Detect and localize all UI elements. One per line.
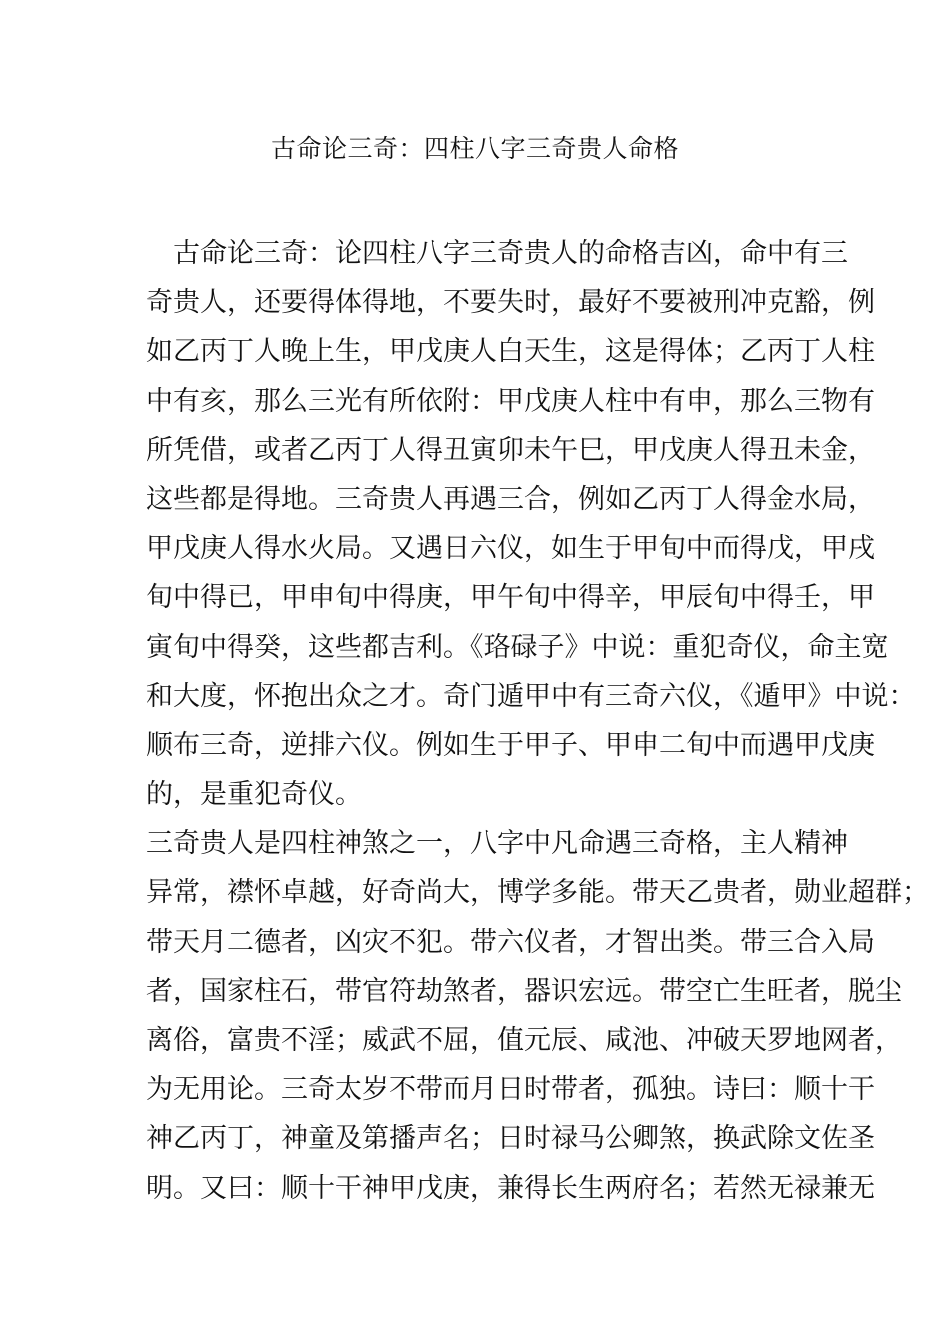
text-line: 明。又曰：顺十干神甲戊庚，兼得长生两府名；若然无禄兼无 [146,1172,875,1204]
text-line: 异常，襟怀卓越，好奇尚大，博学多能。带天乙贵者，勋业超群； [146,877,929,909]
text-line: 甲戊庚人得水火局。又遇日六仪，如生于甲旬中而得戊，甲戌 [146,533,875,565]
text-line: 带天月二德者，凶灾不犯。带六仪者，才智出类。带三合入局 [146,926,875,958]
text-line: 奇贵人，还要得体得地，不要失时，最好不要被刑冲克豁，例 [146,287,875,319]
text-line: 离俗，富贵不淫；威武不屈，值元辰、咸池、冲破天罗地网者， [146,1025,902,1056]
text-line: 这些都是得地。三奇贵人再遇三合，例如乙丙丁人得金水局， [146,483,875,515]
text-line: 顺布三奇，逆排六仪。例如生于甲子、甲申二旬中而遇甲戊庚 [146,729,875,761]
text-line: 寅旬中得癸，这些都吉利。《珞碌子》中说：重犯奇仪，命主宽 [146,631,889,663]
text-line: 所凭借，或者乙丙丁人得丑寅卯未午巳，甲戊庚人得丑未金， [146,434,875,466]
text-line: 旬中得已，甲申旬中得庚，甲午旬中得辛，甲辰旬中得壬，甲 [146,582,875,614]
document-title: 古命论三奇：四柱八字三奇贵人命格 [270,134,679,163]
text-line: 神乙丙丁，神童及第播声名；日时禄马公卿煞，换武除文佐圣 [146,1123,875,1155]
text-line: 者，国家柱石，带官符劫煞者，器识宏远。带空亡生旺者，脱尘 [146,975,902,1007]
text-line: 如乙丙丁人晚上生，甲戊庚人白天生，这是得体；乙丙丁人柱 [146,336,875,368]
text-line: 三奇贵人是四柱神煞之一，八字中凡命遇三奇格，主人精神 [146,828,848,860]
text-line: 古命论三奇：论四柱八字三奇贵人的命格吉凶，命中有三 [173,238,848,269]
text-line: 和大度，怀抱出众之才。奇门遁甲中有三奇六仪，《遁甲》中说： [146,680,916,712]
text-line: 中有亥，那么三光有所依附：甲戊庚人柱中有申，那么三物有 [146,385,875,417]
text-line: 为无用论。三奇太岁不带而月日时带者，孤独。诗曰：顺十干 [146,1074,875,1106]
text-line: 的，是重犯奇仪。 [146,779,362,811]
document-body [146,229,929,1213]
